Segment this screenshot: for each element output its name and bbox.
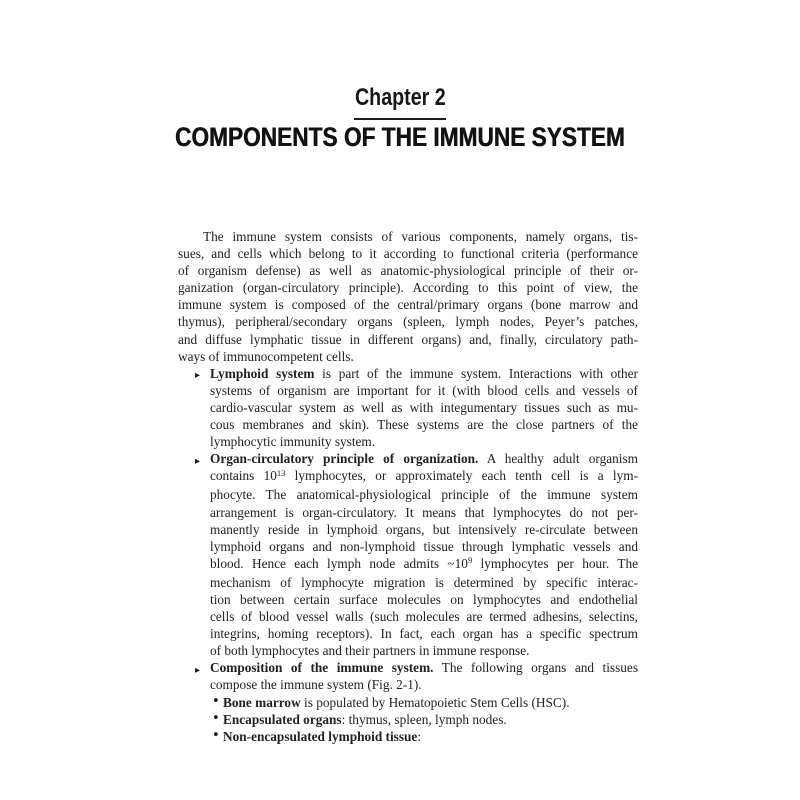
title-heading	[0, 122, 800, 153]
text-line: Lymphoid system is part of the immune system. Interactions with other	[210, 365, 638, 381]
text-line: thymus), peripheral/secondary organs (spleen, lymph nodes, Peyer’s patches,	[178, 314, 638, 330]
sub-bullet-bone-marrow	[178, 694, 638, 711]
arrow-bullet-icon: ▸	[195, 664, 201, 676]
arrow-bullet-icon: ▸	[195, 370, 201, 382]
text-line: cardio-vascular system as well as with integumentary tissues such as mu-	[210, 399, 638, 415]
text-line: The immune system consists of various components, namely organs, tis-	[203, 229, 638, 244]
text-line: phocyte. The anatomical-physiological principle of the immune system	[210, 487, 638, 503]
text-line: tion between certain surface molecules on lymphocytes and endothelial	[210, 591, 638, 607]
text-line: mechanism of lymphocyte migration is determined by specific interac-	[210, 574, 638, 590]
text-line: integrins, homing receptors). In fact, each organ has a specific spectrum	[210, 626, 638, 642]
text-line: and diffuse lymphatic tissue in different organs) and, finally, circulatory path-	[178, 331, 638, 347]
text-line: ways of immunocompetent cells.	[178, 348, 354, 364]
bullet-composition	[178, 659, 638, 693]
text-line: Composition of the immune system. The following organs and tissues	[210, 660, 638, 676]
text-line: ganization (organ-circulatory principle). According to this point of view, the	[178, 280, 638, 296]
text-line: lymphoid organs and non-lymphoid tissue through lymphatic vessels and	[210, 538, 638, 554]
text-line: cells of blood vessel walls (such molecules are termed adhesins, selectins,	[210, 609, 638, 625]
text-line: lymphocytic immunity system.	[210, 434, 376, 450]
text-line: Non-encapsulated lymphoid tissue:	[223, 728, 422, 744]
page-title: COMPONENTS OF THE IMMUNE SYSTEM	[175, 122, 625, 152]
text-line: of both lymphocytes and their partners in immune response.	[210, 643, 530, 659]
sub-bullet-encapsulated-organs	[178, 711, 638, 728]
bullet-lymphoid-system	[178, 365, 638, 450]
text-line: Organ-circulatory principle of organization. A healthy adult organism	[210, 451, 639, 467]
arrow-bullet-icon: ▸	[195, 455, 201, 467]
dot-bullet-icon: •	[212, 727, 220, 743]
dot-bullet-icon: •	[212, 693, 220, 709]
text-line: arrangement is organ-circulatory. It means that lymphocytes do not per-	[210, 504, 638, 520]
text-line: Bone marrow is populated by Hematopoietic Stem Cells (HSC).	[223, 694, 570, 710]
dot-bullet-icon: •	[212, 710, 220, 726]
body-text	[178, 228, 638, 745]
chapter-rule	[354, 118, 446, 120]
text-line: Encapsulated organs: thymus, spleen, lymph nodes.	[223, 711, 507, 727]
chapter-label: Chapter 2	[354, 84, 446, 111]
text-line: contains $10^{13}$ lymphocytes, or approximately each tenth cell is a lym-	[210, 467, 639, 484]
sub-bullet-non-encapsulated	[178, 728, 638, 745]
intro-paragraph	[178, 228, 638, 365]
text-line: manently reside in lymphoid organs, but intensively re-circulate between	[210, 521, 638, 537]
bullet-organ-circulatory-principle	[178, 450, 638, 659]
text-line: sues, and cells which belong to it according to functional criteria (performance	[178, 246, 638, 262]
text-line: systems of organism are important for it (with blood cells and vessels of	[210, 382, 638, 398]
text-line: blood. Hence each lymph node admits $\sim 10^9$ lymphocytes per hour. The	[210, 555, 638, 571]
chapter-heading	[0, 84, 800, 112]
text-line: compose the immune system (Fig. 2-1).	[210, 677, 422, 693]
text-line: immune system is composed of the central/primary organs (bone marrow and	[178, 297, 638, 313]
text-line: of organism defense) as well as anatomic-physiological principle of their or-	[178, 263, 638, 279]
text-line: cous membranes and skin). These systems are the close partners of the	[210, 417, 638, 433]
